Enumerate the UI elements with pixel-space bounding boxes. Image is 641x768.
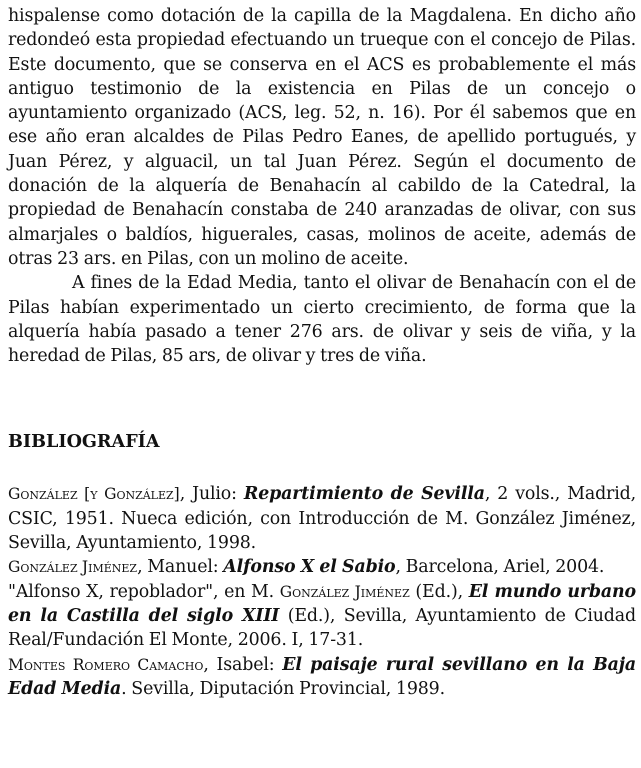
bibliography-heading: BIBLIOGRAFÍA [8, 431, 160, 453]
entry-details: (Ed.), Sevilla, Ayuntamiento de Ciudad Real/Fundación El Monte, 2006. I, 17-31. [8, 605, 636, 651]
entry-author: Montes Romero Camacho [8, 655, 204, 674]
entry-author: González Jiménez [279, 582, 410, 601]
entry-connector: , Manuel: [137, 557, 224, 578]
entry-connector: , Isabel: [203, 654, 283, 675]
bibliography-entry [8, 555, 636, 579]
entry-details: , Barcelona, Ariel, 2004. [395, 557, 605, 578]
bibliography-entry [8, 482, 636, 555]
body-paragraph-1: hispalense como dotación de la capilla de la Magdalena. En dicho año redondeó esta propiedad efectuando un trueque con el concejo de Pilas. Este documento, que se conserva en el ACS es probablemente el más antiguo testimonio de la existencia en Pilas de un concejo o ayuntamiento organizado (ACS, leg. 52, n. 16). Por él sabemos que en ese año eran alcaldes de Pilas Pedro Eanes, de apellido portugués, y Juan Pérez, y alguacil, un tal Juan Pérez. Según el documento de donación de la alquería de Benahacín al cabildo de la Catedral, la propiedad de Benahacín constaba de 240 aranzadas de olivar, con sus almarjales o baldíos, higuerales, casas, molinos de aceite, además de otras 23 ars. en Pilas, con un molino de aceite. [8, 6, 636, 269]
entry-details: . Sevilla, Diputación Provincial, 1989. [121, 678, 445, 699]
entry-title: El paisaje rural sevillano en la Baja Edad Media [8, 654, 636, 699]
document-page [8, 4, 636, 701]
entry-title: El mundo urbano en la Castilla del siglo XIII [8, 581, 636, 626]
bibliography-list [8, 482, 636, 701]
body-paragraph-2: A fines de la Edad Media, tanto el olivar de Benahacín con el de Pilas habían experimentado un cierto crecimiento, de forma que la alquería había pasado a tener 276 ars. de olivar y seis de viña, y la heredad de Pilas, 85 ars, de olivar y tres de viña. [8, 273, 636, 367]
entry-title: Alfonso X el Sabio [223, 557, 396, 578]
bibliography-entry [8, 580, 636, 653]
entry-author: González Jiménez [8, 558, 138, 577]
bibliography-entry [8, 653, 636, 702]
entry-details: , 2 vols., Madrid, CSIC, 1951. Nueca edición, con Introducción de M. González Jiménez, Sevilla, Ayuntamiento, 1998. [8, 484, 636, 554]
entry-lead: "Alfonso X, repoblador", en M. [8, 581, 280, 602]
entry-connector: (Ed.), [409, 581, 469, 602]
entry-title: Repartimiento de Sevilla [243, 484, 485, 505]
entry-author: González [y González] [8, 485, 180, 504]
entry-connector: , Julio: [179, 484, 244, 505]
